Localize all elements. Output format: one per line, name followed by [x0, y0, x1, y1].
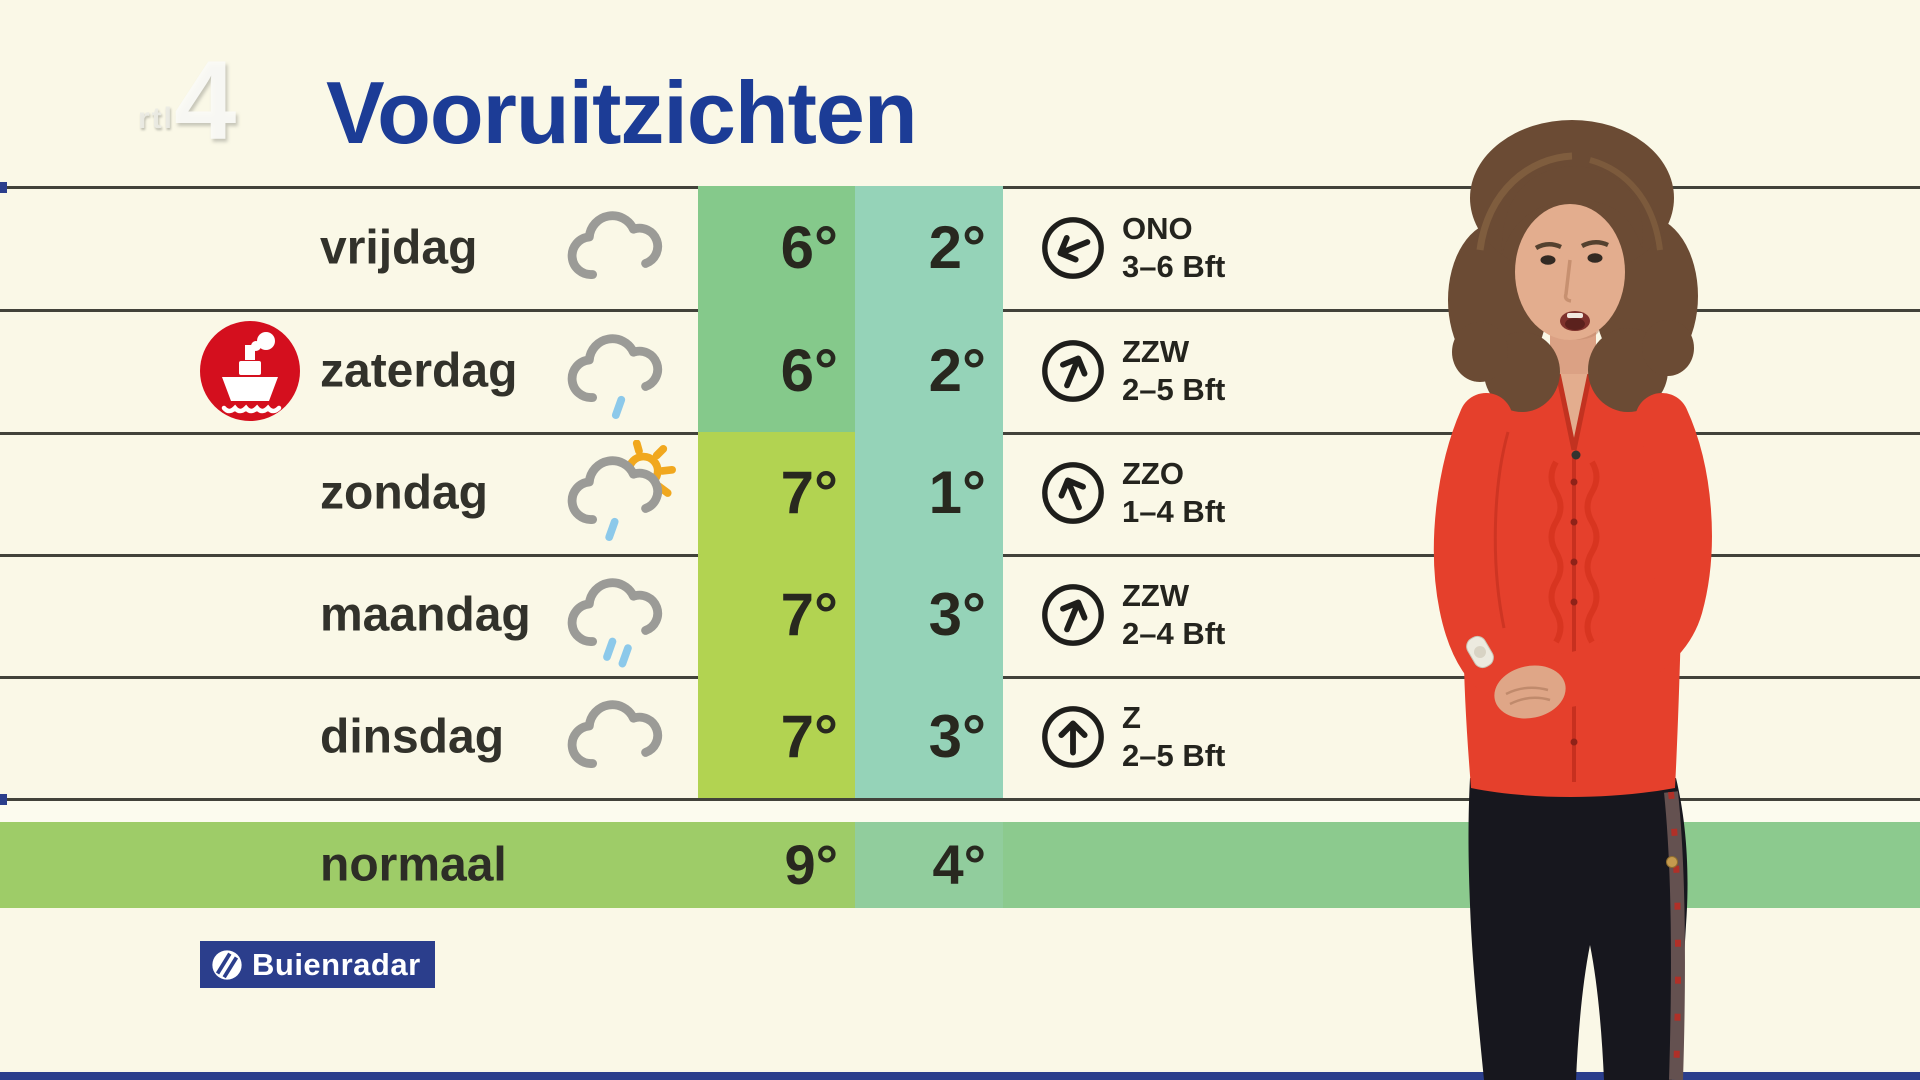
high-temp-cell [698, 186, 855, 309]
high-temp-value: 6° [780, 336, 838, 404]
buienradar-radar-icon [210, 948, 244, 982]
wind-direction-icon [1038, 702, 1108, 772]
low-temp-value: 2° [928, 336, 986, 404]
presenter-pants [1469, 778, 1688, 1080]
wind-direction-label: Z [1122, 700, 1141, 735]
low-temp-value: 3° [928, 703, 986, 770]
high-temp-cell [698, 554, 855, 676]
wind-direction-label: ONO [1122, 210, 1193, 246]
wind-direction-label: ZZW [1122, 578, 1190, 613]
wind-info [1122, 577, 1225, 653]
microphone-clip [1572, 451, 1581, 460]
wind-force-label: 2–5 Bft [1122, 371, 1226, 407]
page-title: Vooruitzichten [326, 63, 917, 162]
wind-direction-icon [1038, 213, 1108, 283]
line-start-tick [0, 182, 7, 193]
day-label: zondag [320, 466, 488, 520]
normal-low-temp: 4° [932, 833, 986, 896]
high-temp-value: 7° [780, 459, 838, 526]
high-temp-cell [698, 676, 855, 798]
line-start-tick [0, 794, 7, 805]
low-temp-value: 3° [928, 581, 986, 648]
rtl-logo-text: rtl [138, 102, 174, 135]
normal-high-temp: 9° [784, 833, 838, 896]
normal-label: normaal [320, 838, 507, 892]
buienradar-logo [200, 941, 435, 988]
high-temp-cell [698, 309, 855, 432]
buienradar-logo-text: Buienradar [252, 946, 421, 982]
high-temp-value: 7° [780, 703, 838, 770]
steamboat-badge-icon [198, 319, 302, 423]
weather-icon [556, 195, 680, 301]
high-temp-value: 7° [780, 581, 838, 648]
low-temp-cell [855, 309, 1003, 432]
wind-direction-icon [1038, 336, 1108, 406]
wind-force-label: 3–6 Bft [1122, 248, 1226, 284]
wind-info [1122, 210, 1225, 286]
wind-force-label: 2–5 Bft [1122, 738, 1226, 773]
weather-icon [556, 318, 680, 424]
presenter-photo [1230, 0, 1850, 1080]
weather-icon [556, 684, 680, 790]
rtl4-logo-number: 4 [174, 38, 237, 163]
day-label: vrijdag [320, 221, 478, 274]
wind-direction-icon [1038, 580, 1108, 650]
high-temp-value: 6° [780, 213, 838, 281]
wind-info [1122, 455, 1225, 531]
low-temp-cell [855, 432, 1003, 554]
low-temp-value: 2° [928, 213, 986, 281]
wind-info [1122, 699, 1225, 775]
low-temp-value: 1° [928, 459, 986, 526]
rtl4-channel-logo [138, 38, 258, 178]
low-temp-cell [855, 676, 1003, 798]
wind-info [1122, 333, 1225, 409]
wind-force-label: 2–4 Bft [1122, 616, 1226, 651]
weather-icon [556, 440, 680, 546]
high-temp-cell [698, 432, 855, 554]
wind-direction-label: ZZO [1122, 456, 1184, 491]
day-label: zaterdag [320, 344, 518, 397]
day-label: maandag [320, 588, 531, 642]
low-temp-cell [855, 186, 1003, 309]
weather-icon [556, 562, 680, 668]
low-temp-cell [855, 554, 1003, 676]
wind-force-label: 1–4 Bft [1122, 494, 1226, 529]
wind-direction-icon [1038, 458, 1108, 528]
day-label: dinsdag [320, 710, 505, 764]
wind-direction-label: ZZW [1122, 333, 1190, 369]
